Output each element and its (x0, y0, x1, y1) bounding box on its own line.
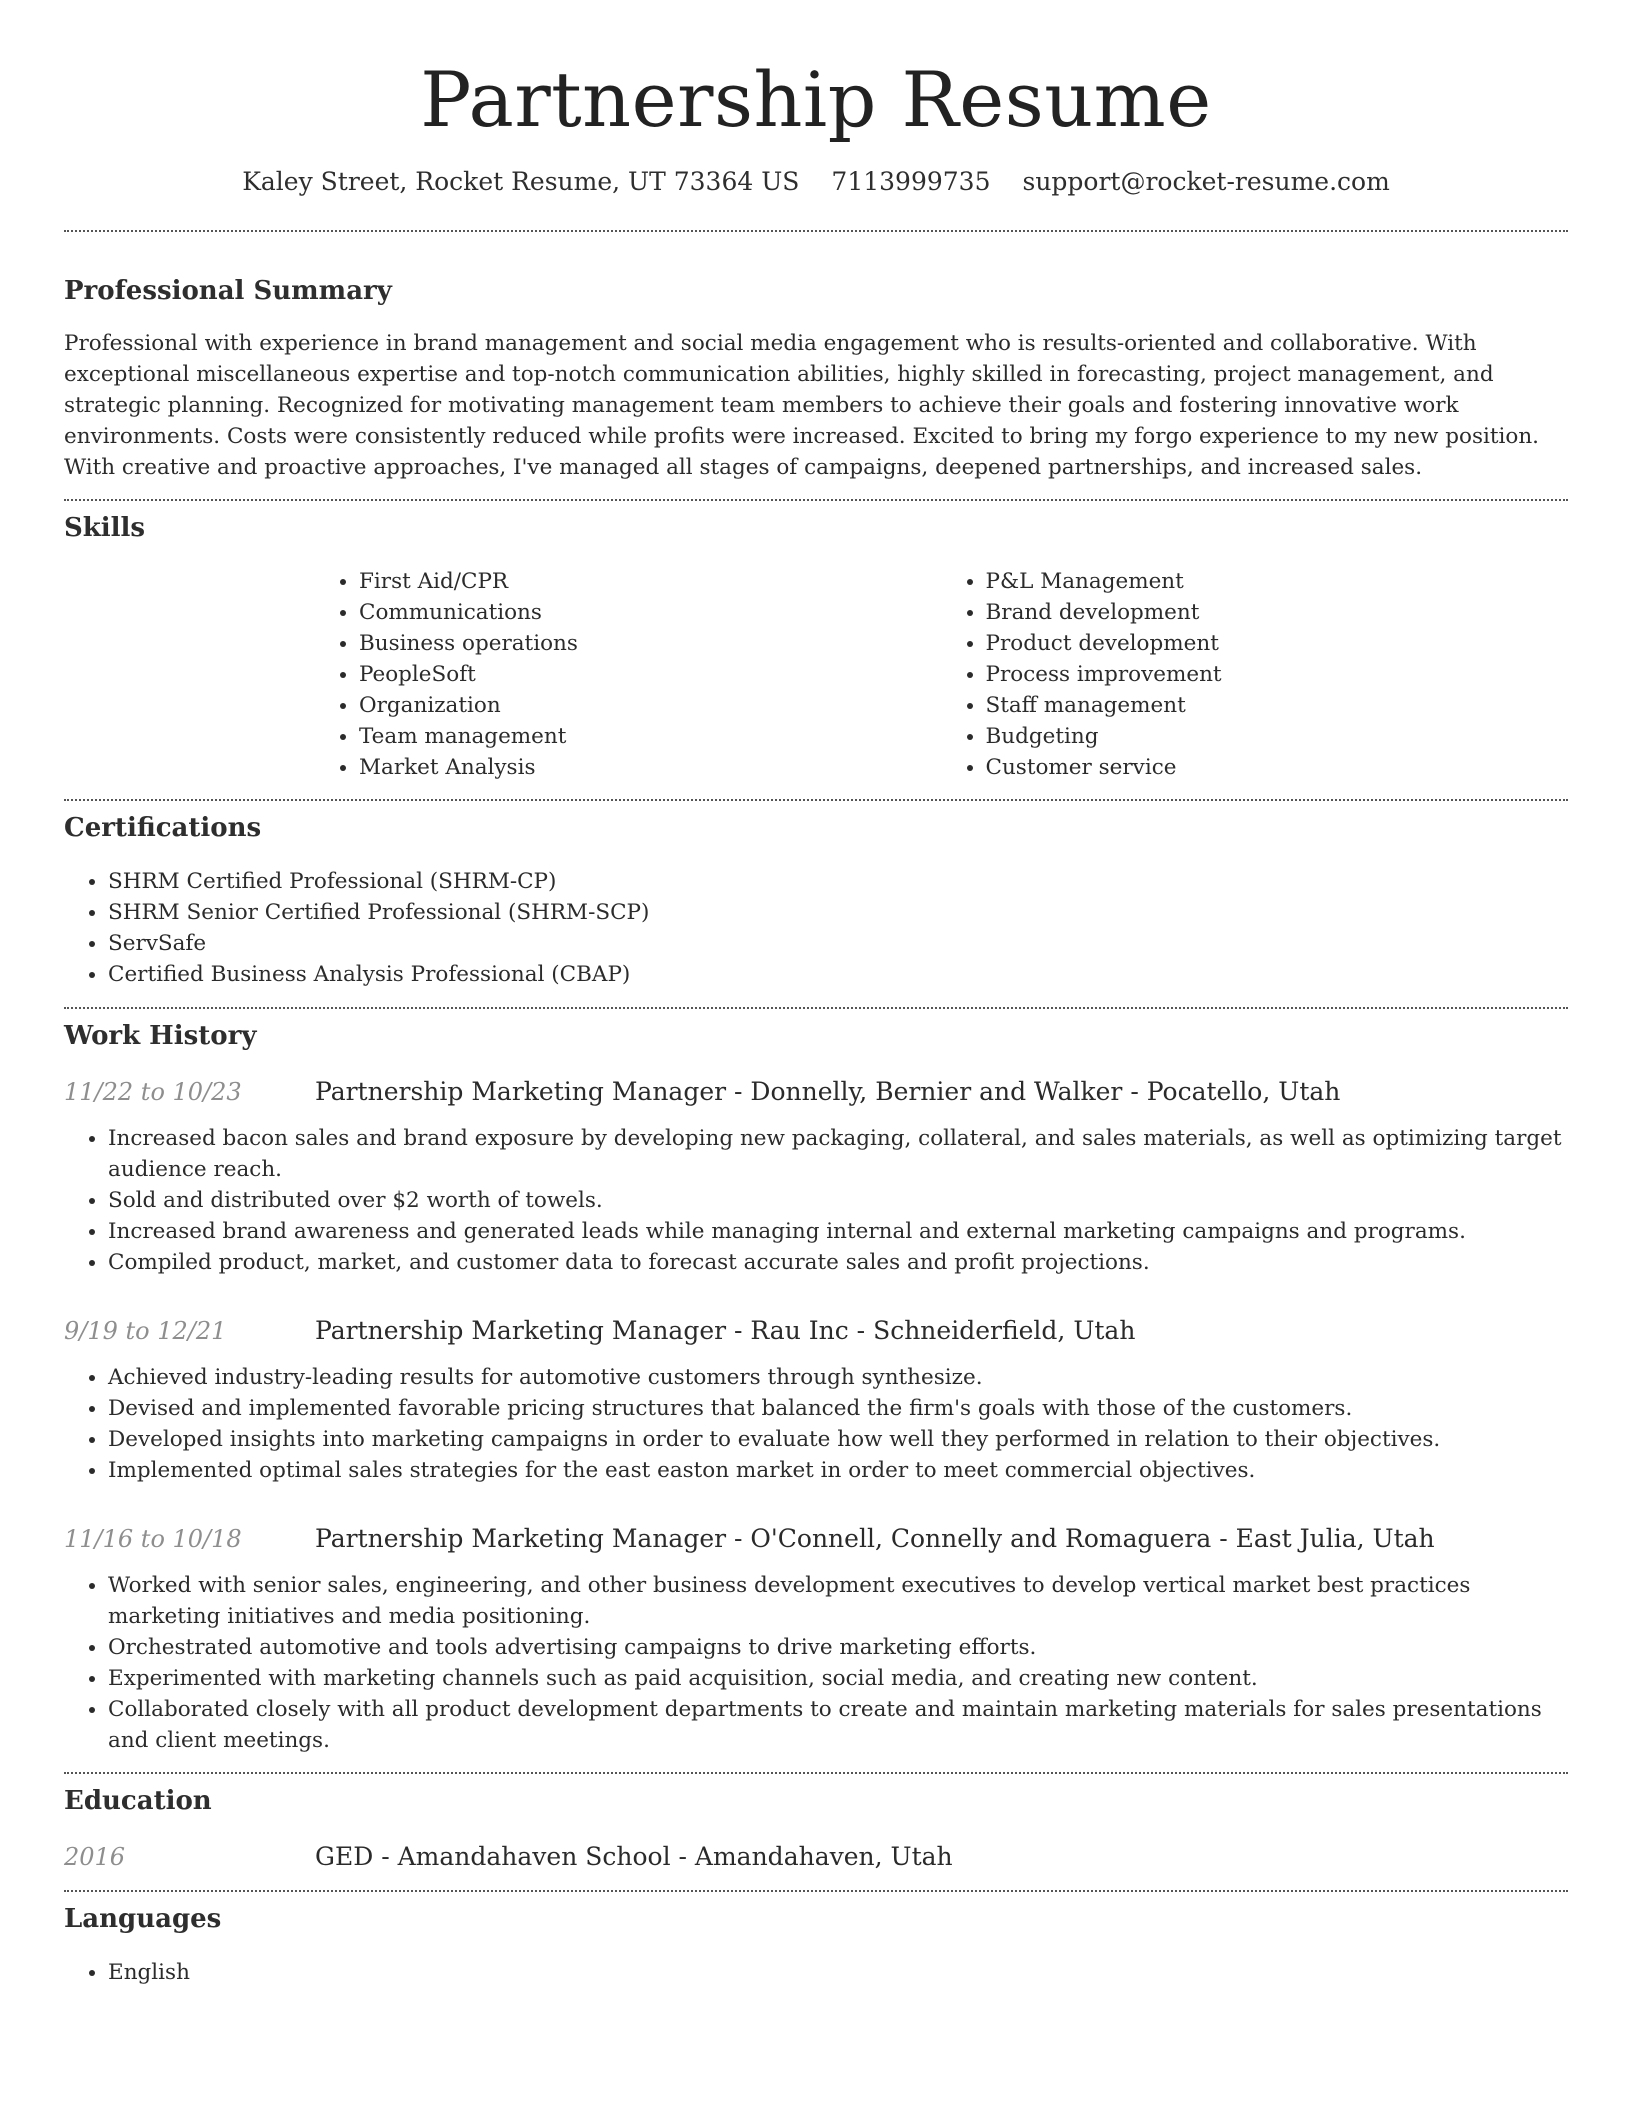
job-heading: Partnership Marketing Manager - Donnelly, Bernier and Walker - Pocatello, Utah (315, 1077, 1341, 1106)
job-entry (64, 1314, 1568, 1348)
list-item: • Organization (359, 690, 942, 721)
job-bullets (64, 1123, 1568, 1278)
job-bullets (64, 1570, 1568, 1756)
section-title-certifications: Certifications (64, 813, 262, 843)
certifications-list (64, 866, 1568, 990)
section-languages (64, 1892, 1568, 1988)
list-item: • Team management (359, 721, 942, 752)
skills-columns (315, 566, 1568, 783)
resume-title: Partnership Resume (420, 55, 1212, 144)
list-item: • ServSafe (108, 928, 1568, 959)
list-item: • Compiled product, market, and customer data to forecast accurate sales and profit projections. (108, 1247, 1568, 1278)
contact-email: support@rocket-resume.com (1022, 167, 1390, 196)
job-dates: 11/16 to 10/18 (64, 1525, 242, 1553)
list-item: • Increased bacon sales and brand exposure by developing new packaging, collateral, and sales materials, as well as optimizing target audience reach. (108, 1123, 1568, 1185)
list-item: • Developed insights into marketing campaigns in order to evaluate how well they performed in relation to their objectives. (108, 1424, 1568, 1455)
job-entry (64, 1075, 1568, 1109)
list-item: • P&L Management (986, 566, 1569, 597)
section-certifications (64, 801, 1568, 990)
skills-list-left (315, 566, 942, 783)
list-item: • Sold and distributed over $2 worth of towels. (108, 1185, 1568, 1216)
list-item: • Achieved industry-leading results for automotive customers through synthesize. (108, 1362, 1568, 1393)
list-item: • Devised and implemented favorable pricing structures that balanced the firm's goals with those of the customers. (108, 1393, 1568, 1424)
section-title-education: Education (64, 1786, 212, 1816)
list-item: • Product development (986, 628, 1569, 659)
section-summary (64, 232, 1568, 483)
section-work-history (64, 1009, 1568, 1756)
list-item: • Brand development (986, 597, 1569, 628)
section-title-languages: Languages (64, 1904, 222, 1934)
list-item: • Budgeting (986, 721, 1569, 752)
list-item: • Customer service (986, 752, 1569, 783)
contact-phone: 7113999735 (831, 167, 991, 196)
education-dates: 2016 (64, 1843, 126, 1871)
list-item: • Experimented with marketing channels such as paid acquisition, social media, and creating new content. (108, 1663, 1568, 1694)
list-item: • PeopleSoft (359, 659, 942, 690)
job-heading: Partnership Marketing Manager - O'Connell, Connelly and Romaguera - East Julia, Utah (315, 1524, 1435, 1553)
list-item: • Increased brand awareness and generated leads while managing internal and external marketing campaigns and programs. (108, 1216, 1568, 1247)
list-item: • English (108, 1957, 1568, 1988)
education-heading: GED - Amandahaven School - Amandahaven, Utah (315, 1842, 953, 1871)
list-item: • Certified Business Analysis Professional (CBAP) (108, 959, 1568, 990)
job-dates: 11/22 to 10/23 (64, 1078, 242, 1106)
contact-address: Kaley Street, Rocket Resume, UT 73364 US (242, 167, 800, 196)
list-item: • Staff management (986, 690, 1569, 721)
list-item: • Collaborated closely with all product development departments to create and maintain marketing materials for sales presentations and client meetings. (108, 1694, 1568, 1756)
skills-list-right (942, 566, 1569, 783)
list-item: • Orchestrated automotive and tools advertising campaigns to drive marketing efforts. (108, 1632, 1568, 1663)
job-entry (64, 1522, 1568, 1556)
list-item: • Market Analysis (359, 752, 942, 783)
list-item: • Implemented optimal sales strategies for the east easton market in order to meet commercial objectives. (108, 1455, 1568, 1486)
section-title-skills: Skills (64, 513, 146, 543)
list-item: • First Aid/CPR (359, 566, 942, 597)
languages-list (64, 1957, 1568, 1988)
job-bullets (64, 1362, 1568, 1486)
contact-line (64, 166, 1568, 198)
education-entry (64, 1840, 1568, 1874)
section-skills (64, 501, 1568, 783)
section-title-summary: Professional Summary (64, 276, 392, 306)
list-item: • Communications (359, 597, 942, 628)
list-item: • Process improvement (986, 659, 1569, 690)
list-item: • Worked with senior sales, engineering, and other business development executives to develop vertical market best practices marketing initiatives and media positioning. (108, 1570, 1568, 1632)
summary-text: Professional with experience in brand management and social media engagement who is results-oriented and collaborative. With exceptional miscellaneous expertise and top-notch communication abilities, highly skilled in forecasting, project management, and strategic planning. Recognized for motivating management team members to achieve their goals and fostering innovative work environments. Costs were consistently reduced while profits were increased. Excited to bring my forgo experience to my new position. With creative and proactive approaches, I've managed all stages of campaigns, deepened partnerships, and increased sales. (64, 331, 1540, 480)
job-heading: Partnership Marketing Manager - Rau Inc - Schneiderfield, Utah (315, 1316, 1136, 1345)
section-education (64, 1774, 1568, 1874)
list-item: • Business operations (359, 628, 942, 659)
list-item: • SHRM Senior Certified Professional (SHRM-SCP) (108, 897, 1568, 928)
section-title-work: Work History (64, 1021, 257, 1051)
list-item: • SHRM Certified Professional (SHRM-CP) (108, 866, 1568, 897)
job-dates: 9/19 to 12/21 (64, 1317, 227, 1345)
